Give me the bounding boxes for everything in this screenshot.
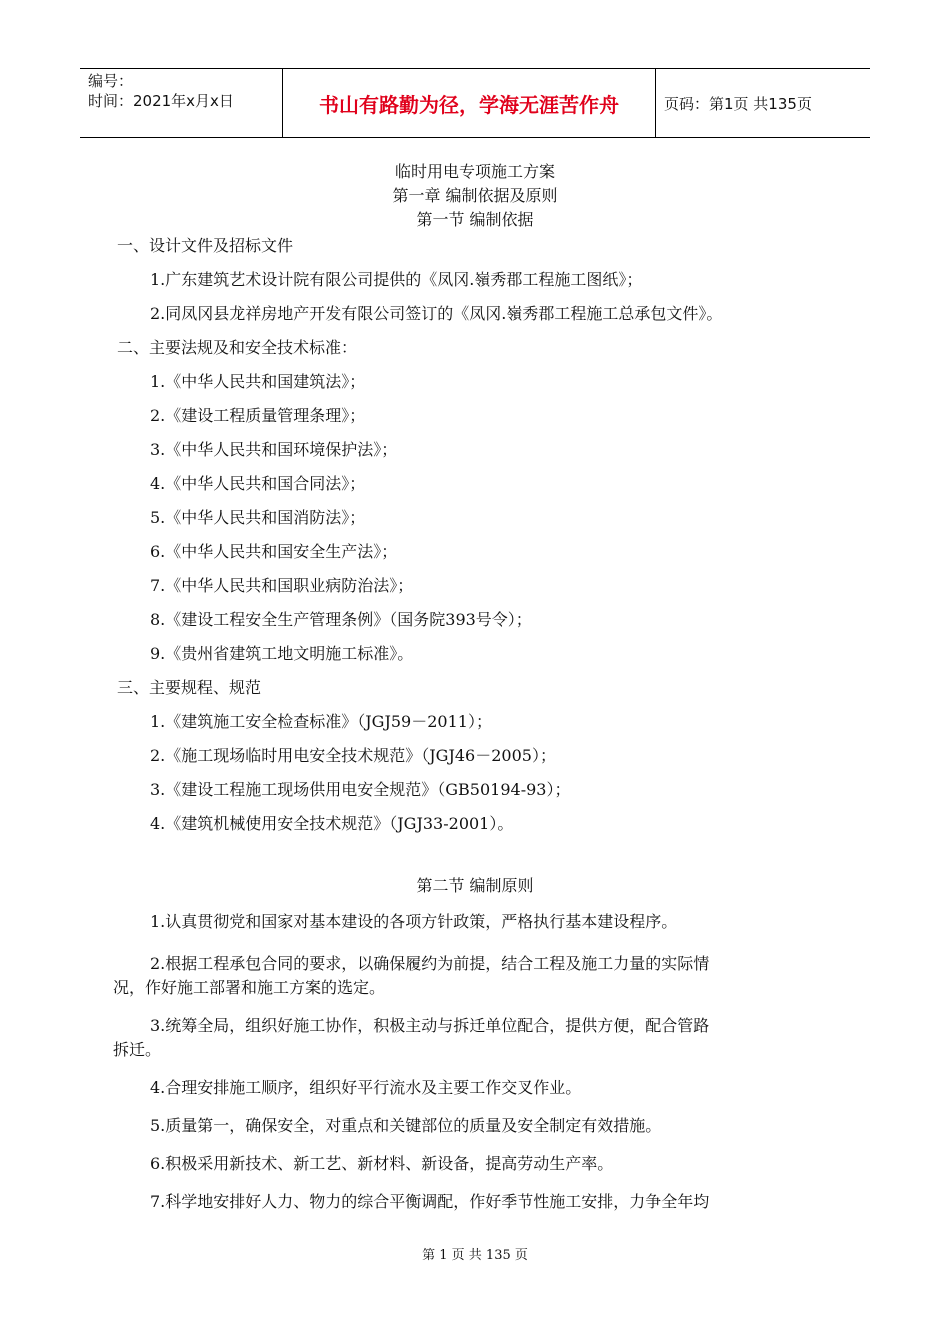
list-item: 6.《中华人民共和国安全生产法》； [150, 542, 398, 561]
subheading-laws: 二、主要法规及和安全技术标准： [117, 338, 358, 357]
paragraph-3-line-2: 拆迁。 [113, 1040, 162, 1059]
subheading-regulations: 三、主要规程、规范 [117, 678, 262, 697]
list-item: 1.广东建筑艺术设计院有限公司提供的《凤冈.嶺秀郡工程施工图纸》； [150, 270, 643, 289]
list-item: 4.《建筑机械使用安全技术规范》（JGJ33-2001）。 [150, 814, 514, 833]
list-item: 4.《中华人民共和国合同法》； [150, 474, 366, 493]
list-item: 9.《贵州省建筑工地文明施工标准》。 [150, 644, 414, 663]
paragraph-2-line-2: 况，作好施工部署和施工方案的选定。 [113, 978, 386, 997]
paragraph-1: 1.认真贯彻党和国家对基本建设的各项方针政策，严格执行基本建设程序。 [150, 912, 678, 931]
document-time-label: 时间：2021年x月x日 [88, 92, 234, 110]
page-footer: 第 1 页 共 135 页 [422, 1248, 528, 1263]
chapter-heading: 第一章 编制依据及原则 [392, 186, 558, 205]
paragraph-6: 6.积极采用新技术、新工艺、新材料、新设备，提高劳动生产率。 [150, 1154, 614, 1173]
list-item: 8.《建设工程安全生产管理条例》（国务院393号令）； [150, 610, 532, 629]
section-1-heading: 第一节 编制依据 [416, 210, 534, 229]
list-item: 7.《中华人民共和国职业病防治法》； [150, 576, 414, 595]
paragraph-7: 7.科学地安排好人力、物力的综合平衡调配，作好季节性施工安排，力争全年均 [150, 1192, 710, 1211]
paragraph-3-line-1: 3.统筹全局，组织好施工协作，积极主动与拆迁单位配合，提供方便，配合管路 [150, 1016, 710, 1035]
document-title: 临时用电专项施工方案 [394, 162, 555, 181]
list-item: 2.同凤冈县龙祥房地产开发有限公司签订的《凤冈.嶺秀郡工程施工总承包文件》。 [150, 304, 723, 323]
paragraph-2-line-1: 2.根据工程承包合同的要求，以确保履约为前提，结合工程及施工力量的实际情 [150, 954, 710, 973]
list-item: 1.《建筑施工安全检查标准》（JGJ59－2011）； [150, 712, 492, 731]
paragraph-5: 5.质量第一，确保安全，对重点和关键部位的质量及安全制定有效措施。 [150, 1116, 662, 1135]
header-motto: 书山有路勤为径，学海无涯苦作舟 [282, 69, 656, 137]
document-number-label: 编号： [88, 72, 134, 90]
paragraph-4: 4.合理安排施工顺序，组织好平行流水及主要工作交叉作业。 [150, 1078, 582, 1097]
list-item: 3.《中华人民共和国环境保护法》； [150, 440, 398, 459]
header-page-info: 页码：第1页 共135页 [664, 94, 812, 113]
page-header [80, 68, 870, 138]
header-left-cell [80, 69, 282, 137]
list-item: 3.《建设工程施工现场供用电安全规范》（GB50194-93）； [150, 780, 571, 799]
list-item: 2.《施工现场临时用电安全技术规范》（JGJ46－2005）； [150, 746, 556, 765]
list-item: 2.《建设工程质量管理条理》； [150, 406, 366, 425]
list-item: 1.《中华人民共和国建筑法》； [150, 372, 366, 391]
subheading-design-docs: 一、设计文件及招标文件 [117, 236, 294, 255]
section-2-heading: 第二节 编制原则 [416, 876, 534, 895]
list-item: 5.《中华人民共和国消防法》； [150, 508, 366, 527]
